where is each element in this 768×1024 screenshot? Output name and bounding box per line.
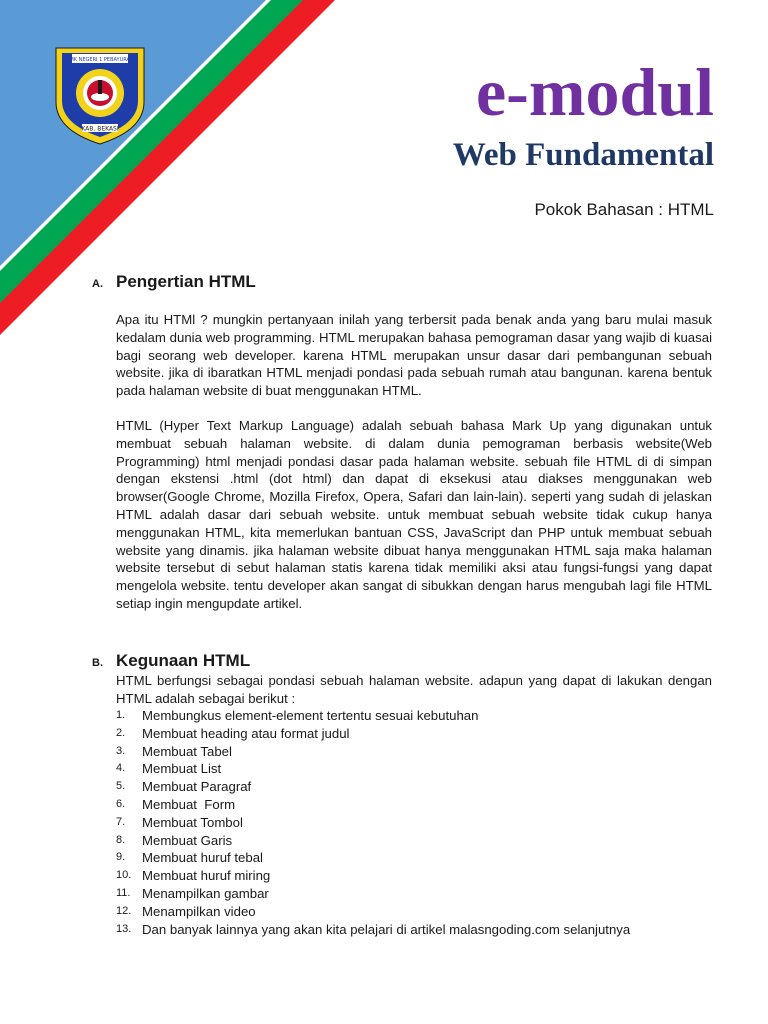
section-a-title: Pengertian HTML bbox=[116, 272, 256, 291]
list-item bbox=[116, 903, 716, 921]
list-item bbox=[116, 760, 716, 778]
section-b-title: Kegunaan HTML bbox=[116, 651, 251, 670]
list-item-text: Membuat Garis bbox=[142, 832, 233, 848]
list-item-number: 5. bbox=[116, 780, 126, 793]
list-item bbox=[116, 921, 716, 939]
section-b-heading bbox=[92, 651, 250, 671]
list-item-text: Membungkus element-element tertentu sesuai kebutuhan bbox=[142, 708, 479, 723]
list-item-text: Membuat Paragraf bbox=[142, 779, 252, 795]
list-item-number: 11. bbox=[116, 886, 131, 899]
list-item-text: Menampilkan video bbox=[142, 903, 256, 919]
list-item-number: 10. bbox=[116, 869, 132, 882]
list-item-text: Membuat Form bbox=[142, 796, 236, 812]
section-a-paragraph-1: Apa itu HTMl ? mungkin pertanyaan inilah yang terbersit pada benak anda yang baru mulai masuk kedalam dunia web programming. HTML merupakan bahasa pemograman dasar yang wajib di kuasai bagi seorang web developer. karena HTML merupakan unsur dasar dari pembangunan sebuah website. jika di ibaratkan HTML menjadi pondasi pada sebuah rumah atau bangunan. karena bentuk pada halaman website di buat menggunakan HTML. bbox=[116, 312, 712, 399]
list-item bbox=[116, 725, 716, 743]
list-item bbox=[116, 743, 716, 761]
uses-list bbox=[116, 707, 716, 938]
list-item bbox=[116, 885, 716, 903]
list-item-text: Dan banyak lainnya yang akan kita pelajari di artikel malasngoding.com selanjutnya bbox=[142, 921, 631, 937]
list-item-text: Menampilkan gambar bbox=[142, 885, 269, 901]
school-logo bbox=[52, 44, 148, 146]
list-item-text: Membuat Tombol bbox=[142, 814, 243, 830]
section-b-intro: HTML berfungsi sebagai pondasi sebuah halaman website. adapun yang dapat di lakukan dengan HTML adalah sebagai berikut : bbox=[116, 673, 712, 706]
list-item-text: Membuat huruf tebal bbox=[142, 850, 263, 866]
section-a-paragraph-2: HTML (Hyper Text Markup Language) adalah sebuah bahasa Mark Up yang digunakan untuk membuat sebuah halaman website. di dalam dunia pemograman berbasis website(Web Programming) html menjadi pondasi dasar pada halaman website. sebuah file HTML di di simpan dengan ekstensi .html (dot html) dan dapat di eksekusi atau diakses menggunakan web browser(Google Chrome, Mozilla Firefox, Opera, Safari dan lain-lain). seperti yang sudah di jelaskan HTML adalah dasar dari sebuah website. untuk membuat sebuah website tidak cukup hanya menggunakan HTML, kita memerlukan bantuan CSS, JavaScript dan PHP untuk membuat sebuah website yang dinamis. jika halaman website dibuat hanya menggunakan HTML saja maka halaman website tersebut di sebut halaman statis karena tidak memiliki aksi atau fungsi-fungsi yang dapat mengelola website. tentu developer akan sangat di sibukkan dengan harus mengubah lagi file HTML setiap ingin mengupdate artikel. bbox=[116, 418, 712, 611]
list-item-number: 7. bbox=[116, 815, 126, 828]
list-item bbox=[116, 814, 716, 832]
topic-label: Pokok Bahasan : HTML bbox=[534, 200, 714, 219]
list-item-text: Membuat List bbox=[142, 761, 222, 777]
list-item-text: Membuat huruf miring bbox=[142, 868, 271, 884]
section-b-letter: B. bbox=[92, 657, 103, 669]
list-item bbox=[116, 849, 716, 867]
list-item-text: Membuat heading atau format judul bbox=[142, 725, 350, 741]
list-item-number: 12. bbox=[116, 904, 132, 917]
list-item-number: 2. bbox=[116, 726, 126, 739]
svg-text:SMK NEGERI 1 PEBAYURAN: SMK NEGERI 1 PEBAYURAN bbox=[66, 57, 134, 63]
section-a-letter: A. bbox=[92, 278, 103, 290]
list-item-number: 9. bbox=[116, 851, 126, 864]
list-item-text: Membuat Tabel bbox=[142, 743, 232, 759]
list-item-number: 6. bbox=[116, 797, 126, 810]
section-a-heading bbox=[92, 272, 256, 292]
list-item-number: 13. bbox=[116, 922, 132, 935]
list-item-number: 1. bbox=[116, 709, 126, 721]
list-item bbox=[116, 796, 716, 814]
svg-text:KAB. BEKASI: KAB. BEKASI bbox=[81, 125, 119, 133]
list-item-number: 3. bbox=[116, 744, 126, 757]
page-subtitle: Web Fundamental bbox=[452, 137, 714, 173]
list-item-number: 8. bbox=[116, 833, 126, 846]
list-item bbox=[116, 778, 716, 796]
list-item bbox=[116, 707, 716, 725]
list-item bbox=[116, 867, 716, 885]
list-item bbox=[116, 832, 716, 850]
page-title: e-modul bbox=[476, 54, 714, 130]
list-item-number: 4. bbox=[116, 762, 126, 775]
